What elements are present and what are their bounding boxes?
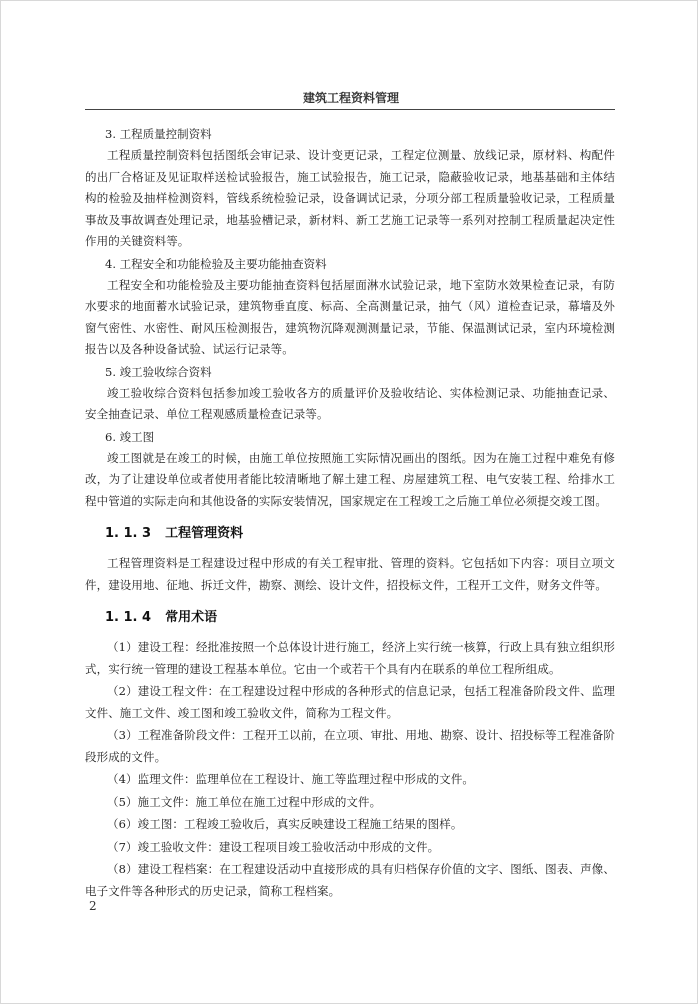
term-entry: （8）建设工程档案：在工程建设活动中直接形成的具有归档保存价值的文字、图纸、图表、声像、电子文件等各种形式的历史记录，简称工程档案。 [85,862,615,898]
page-number: 2 [89,899,97,913]
page-body [85,123,615,902]
section-title: 常用术语 [165,610,218,625]
term-entry: （1）建设工程：经批准按照一个总体设计进行施工，经济上实行统一核算，行政上具有独立组织形式，实行统一管理的建设工程基本单位。它由一个或若干个具有内在联系的单位工程所组成。 [85,640,615,676]
item-heading-acceptance: 5. 竣工验收综合资料 [105,364,212,379]
term-entry: （4）监理文件：监理单位在工程设计、施工等监理过程中形成的文件。 [107,772,475,786]
section-number: 1. 1. 3 [105,526,152,541]
item-text-acceptance: 竣工验收综合资料包括参加竣工验收各方的质量评价及验收结论、实体检测记录、功能抽查记录、安全抽查记录、单位工程观感质量检查记录等。 [85,385,615,421]
term-entry: （2）建设工程文件：在工程建设过程中形成的各种形式的信息记录，包括工程准备阶段文件、监理文件、施工文件、竣工图和竣工验收文件，简称为工程文件。 [85,684,615,720]
term-entry: （3）工程准备阶段文件：工程开工以前，在立项、审批、用地、勘察、设计、招投标等工程准备阶段形成的文件。 [85,728,615,764]
item-text-as-built: 竣工图就是在竣工的时候，由施工单位按照施工实际情况画出的图纸。因为在施工过程中难免有修改，为了让建设单位或者使用者能比较清晰地了解土建工程、房屋建筑工程、电气安装工程、给排水工程中管道的实际走向和其他设备的实际安装情况，国家规定在工程竣工之后施工单位必须提交竣工图。 [85,450,615,508]
section-heading-management [85,524,615,544]
item-heading-safety-function: 4. 工程安全和功能检验及主要功能抽查资料 [105,256,327,271]
section-heading-terms [85,608,615,628]
item-heading-quality-control: 3. 工程质量控制资料 [105,127,212,141]
section-title: 工程管理资料 [165,526,244,541]
term-entry: （7）竣工验收文件：建设工程项目竣工验收活动中形成的文件。 [107,839,440,854]
term-entry: （6）竣工图：工程竣工验收后，真实反映建设工程施工结果的图样。 [107,817,463,831]
section-text-management: 工程管理资料是工程建设过程中形成的有关工程审批、管理的资料。它包括如下内容：项目立项文件，建设用地、征地、拆迁文件，勘察、测绘、设计文件，招投标文件，工程开工文件，财务文件等。 [85,556,615,592]
running-title: 建筑工程资料管理 [302,91,399,105]
item-text-safety-function: 工程安全和功能检验及主要功能抽查资料包括屋面淋水试验记录，地下室防水效果检查记录，有防水要求的地面蓄水试验记录，建筑物垂直度、标高、全高测量记录，抽气（风）道检查记录，幕墙及外窗气密性、水密性、耐风压检测报告，建筑物沉降观测测量记录，节能、保温测试记录，室内环境检测报告以及各种设备试验、试运行记录等。 [85,277,615,356]
header-rule [85,109,615,110]
item-text-quality-control: 工程质量控制资料包括图纸会审记录、设计变更记录，工程定位测量、放线记录，原材料、构配件的出厂合格证及见证取样送检试验报告，施工试验报告，施工记录，隐蔽验收记录，地基基础和主体结构的检验及抽样检测资料，管线系统检验记录，设备调试记录，分项分部工程质量验收记录，工程质量事故及事故调查处理记录，地基验槽记录，新材料、新工艺施工记录等一系列对控制工程质量起决定性作用的关键资料等。 [85,148,615,248]
section-number: 1. 1. 4 [105,610,152,625]
term-entry: （5）施工文件：施工单位在施工过程中形成的文件。 [107,794,382,809]
item-heading-as-built: 6. 竣工图 [105,429,155,444]
